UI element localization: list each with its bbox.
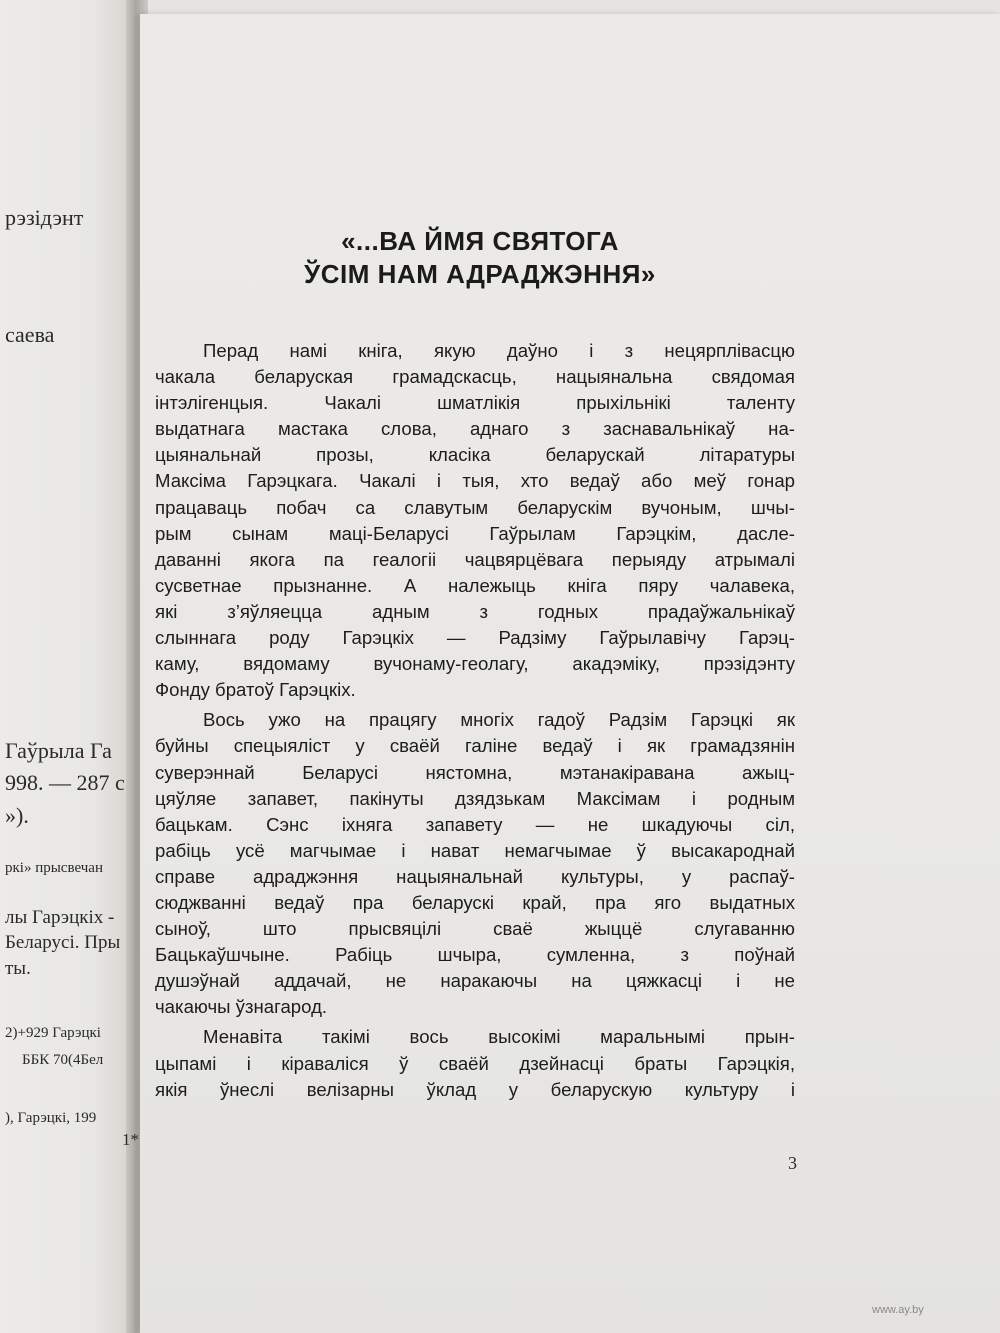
chapter-title — [200, 225, 760, 291]
text-line: Фонду братоў Гарэцкіх. — [155, 679, 356, 701]
left-fragment: ), Гарэцкі, 199 — [5, 1110, 97, 1126]
text-line: сыноў, што прысвяцілі сваё жыццё слугаванню — [155, 918, 795, 940]
text-line: Максіма Гарэцкага. Чакалі і тыя, хто ведаў або меў гонар — [155, 470, 795, 492]
left-fragment: 2)+929 Гарэцкі — [5, 1025, 101, 1041]
text-line: каму, вядомаму вучонаму-геолагу, акадэміку, прэзідэнту — [155, 653, 795, 675]
text-line: інтэлігенцыя. Чакалі шматлікія прыхільнікі таленту — [155, 392, 795, 414]
text-line: рым сынам маці-Беларусі Гаўрылам Гарэцкім, дасле- — [155, 522, 795, 544]
text-line: рабіць усё магчымае і нават немагчымае ў высакароднай — [155, 839, 795, 861]
text-line: чакала беларуская грамадскасць, нацыянальна свядомая — [155, 366, 795, 388]
text-line: Менавіта такімі вось высокімі маральнымі прын- — [203, 1026, 795, 1048]
left-fragment: саева — [5, 322, 55, 347]
page-number: 3 — [788, 1153, 797, 1173]
left-fragment: лы Гарэцкіх - — [5, 907, 115, 928]
left-fragment: ББК 70(4Бел — [22, 1052, 104, 1068]
left-fragment: ты. — [5, 958, 31, 979]
left-fragment: Беларусі. Пры — [5, 932, 121, 953]
text-line: які з’яўляецца адным з годных прадаўжальнікаў — [155, 600, 795, 622]
signature-mark: 1* — [122, 1130, 139, 1149]
text-line: сюджванні ведаў пра беларускі край, пра яго выдатных — [155, 891, 795, 913]
left-fragment: ркі» прысвечан — [5, 860, 103, 876]
left-fragment: Гаўрыла Га — [5, 738, 112, 763]
watermark: www.ay.by — [872, 1304, 924, 1316]
text-line: сусветнае прызнанне. А належыць кніга пяру чалавека, — [155, 574, 795, 596]
text-line: Перад намі кніга, якую даўно і з нецярплівасцю — [203, 340, 795, 361]
text-line: даванні якога па геалогіі чацвярцёвага перыяду атрымалі — [155, 548, 795, 570]
text-line: душэўнай аддачай, не наракаючы на цяжкасці і не — [155, 970, 795, 992]
text-line: цыянальнай прозы, класіка беларускай літаратуры — [155, 444, 795, 466]
left-page — [0, 0, 132, 1333]
text-line: цяўляе запавет, пакінуты дзядзькам Максімам і родным — [155, 787, 795, 809]
text-line: цыпамі і кіраваліся ў сваёй дзейнасці браты Гарэцкія, — [155, 1052, 795, 1074]
text-line: справе адраджэння нацыянальнай культуры, у распаў- — [155, 865, 795, 887]
text-line: бацькам. Сэнс іхняга запавету — не шкадуючы сіл, — [155, 813, 795, 835]
text-line: выдатнага мастака слова, аднаго з заснавальнікаў на- — [155, 418, 795, 440]
text-line: чакаючы ўзнагарод. — [155, 996, 328, 1018]
text-line: Бацькаўшчыне. Рабіць шчыра, сумленна, з поўнай — [155, 944, 795, 966]
left-fragment: »). — [5, 803, 29, 828]
text-line: суверэннай Беларусі нястомна, мэтанакіравана ажыц- — [155, 761, 795, 783]
text-line: Вось ужо на працягу многіх гадоў Радзім Гарэцкі як — [203, 709, 795, 731]
body-text — [155, 338, 795, 1103]
text-line: буйны спецыяліст у сваёй галіне ведаў і як грамадзянін — [155, 735, 795, 757]
chapter-title-line: ЎСІМ НАМ АДРАДЖЭННЯ» — [304, 259, 656, 289]
text-line: слыннага роду Гарэцкіх — Радзіму Гаўрылавічу Гарэц- — [155, 627, 795, 649]
text-line: працаваць побач са славутым беларускім вучоным, шчы- — [155, 496, 795, 518]
chapter-title-line: «...ВА ЙМЯ СВЯТОГА — [341, 226, 619, 256]
text-line: якія ўнеслі велізарны ўклад у беларускую культуру і — [155, 1078, 795, 1100]
left-fragment: 998. — 287 с — [5, 770, 125, 795]
left-fragment: рэзідэнт — [5, 205, 84, 230]
